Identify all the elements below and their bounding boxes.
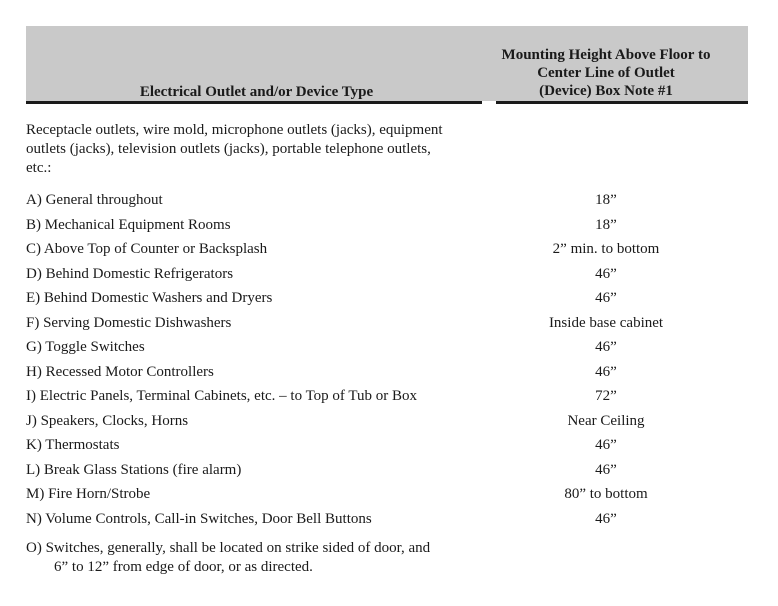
device-type-cell: D) Behind Domestic Refrigerators	[26, 265, 234, 282]
note-line: O) Switches, generally, shall be located on strike sided of door, and	[26, 540, 431, 556]
mounting-height-cell: 72”	[595, 388, 617, 404]
device-type-cell: B) Mechanical Equipment Rooms	[26, 216, 231, 233]
mounting-height-cell: 46”	[595, 510, 617, 527]
mounting-height-cell: Inside base cabinet	[548, 314, 664, 331]
note-line: 6” to 12” from edge of door, or as directed.	[54, 559, 313, 575]
device-type-cell: I) Electric Panels, Terminal Cabinets, etc. – to Top of Tub or Box	[26, 388, 418, 404]
table-row	[0, 262, 778, 287]
mounting-height-cell: 46”	[595, 461, 617, 478]
header-divider-gap	[482, 101, 496, 104]
mounting-height-cell: 80” to bottom	[564, 486, 648, 502]
header-divider	[26, 101, 748, 104]
mounting-height-cell: Near Ceiling	[567, 412, 645, 429]
column-header-line: Center Line of Outlet	[537, 65, 675, 81]
table-row	[0, 409, 778, 434]
table-row	[0, 458, 778, 483]
table-row	[0, 311, 778, 336]
column-header-line: Mounting Height Above Floor to	[501, 47, 711, 63]
mounting-height-cell: 18”	[595, 216, 617, 233]
device-type-cell: A) General throughout	[26, 192, 163, 208]
switch-location-note	[26, 539, 486, 577]
column-header-mounting-height	[490, 46, 722, 100]
table-row	[0, 507, 778, 532]
mounting-height-cell: 46”	[595, 290, 617, 306]
table-row	[0, 286, 778, 311]
device-type-cell: N) Volume Controls, Call-in Switches, Door Bell Buttons	[26, 510, 372, 527]
outlet-table-body	[0, 188, 778, 531]
column-header-line: (Device) Box Note #1	[539, 83, 673, 99]
table-row	[0, 433, 778, 458]
device-type-cell: G) Toggle Switches	[26, 339, 145, 355]
mounting-height-cell: 46”	[595, 363, 617, 380]
mounting-height-cell: 2” min. to bottom	[552, 241, 660, 257]
table-row	[0, 213, 778, 238]
device-type-cell: M) Fire Horn/Strobe	[26, 486, 151, 502]
device-type-cell: H) Recessed Motor Controllers	[26, 363, 214, 380]
mounting-height-cell: 18”	[595, 192, 617, 208]
device-type-cell: K) Thermostats	[26, 437, 120, 453]
table-row	[0, 384, 778, 409]
column-header-device-type: Electrical Outlet and/or Device Type	[139, 84, 374, 100]
table-row	[0, 188, 778, 213]
device-type-cell: E) Behind Domestic Washers and Dryers	[26, 290, 273, 306]
intro-paragraph: Receptacle outlets, wire mold, microphone outlets (jacks), equipment outlets (jacks), television outlets (jacks), portable telephone outlets, etc.:	[26, 122, 443, 176]
table-row	[0, 360, 778, 385]
table-row	[0, 237, 778, 262]
table-row	[0, 335, 778, 360]
device-type-cell: J) Speakers, Clocks, Horns	[26, 412, 189, 429]
table-row	[0, 482, 778, 507]
device-type-cell: L) Break Glass Stations (fire alarm)	[26, 461, 242, 478]
mounting-height-cell: 46”	[595, 437, 617, 453]
mounting-height-cell: 46”	[595, 265, 617, 282]
mounting-height-cell: 46”	[595, 339, 617, 355]
device-type-cell: C) Above Top of Counter or Backsplash	[26, 241, 268, 257]
device-type-cell: F) Serving Domestic Dishwashers	[26, 314, 232, 331]
